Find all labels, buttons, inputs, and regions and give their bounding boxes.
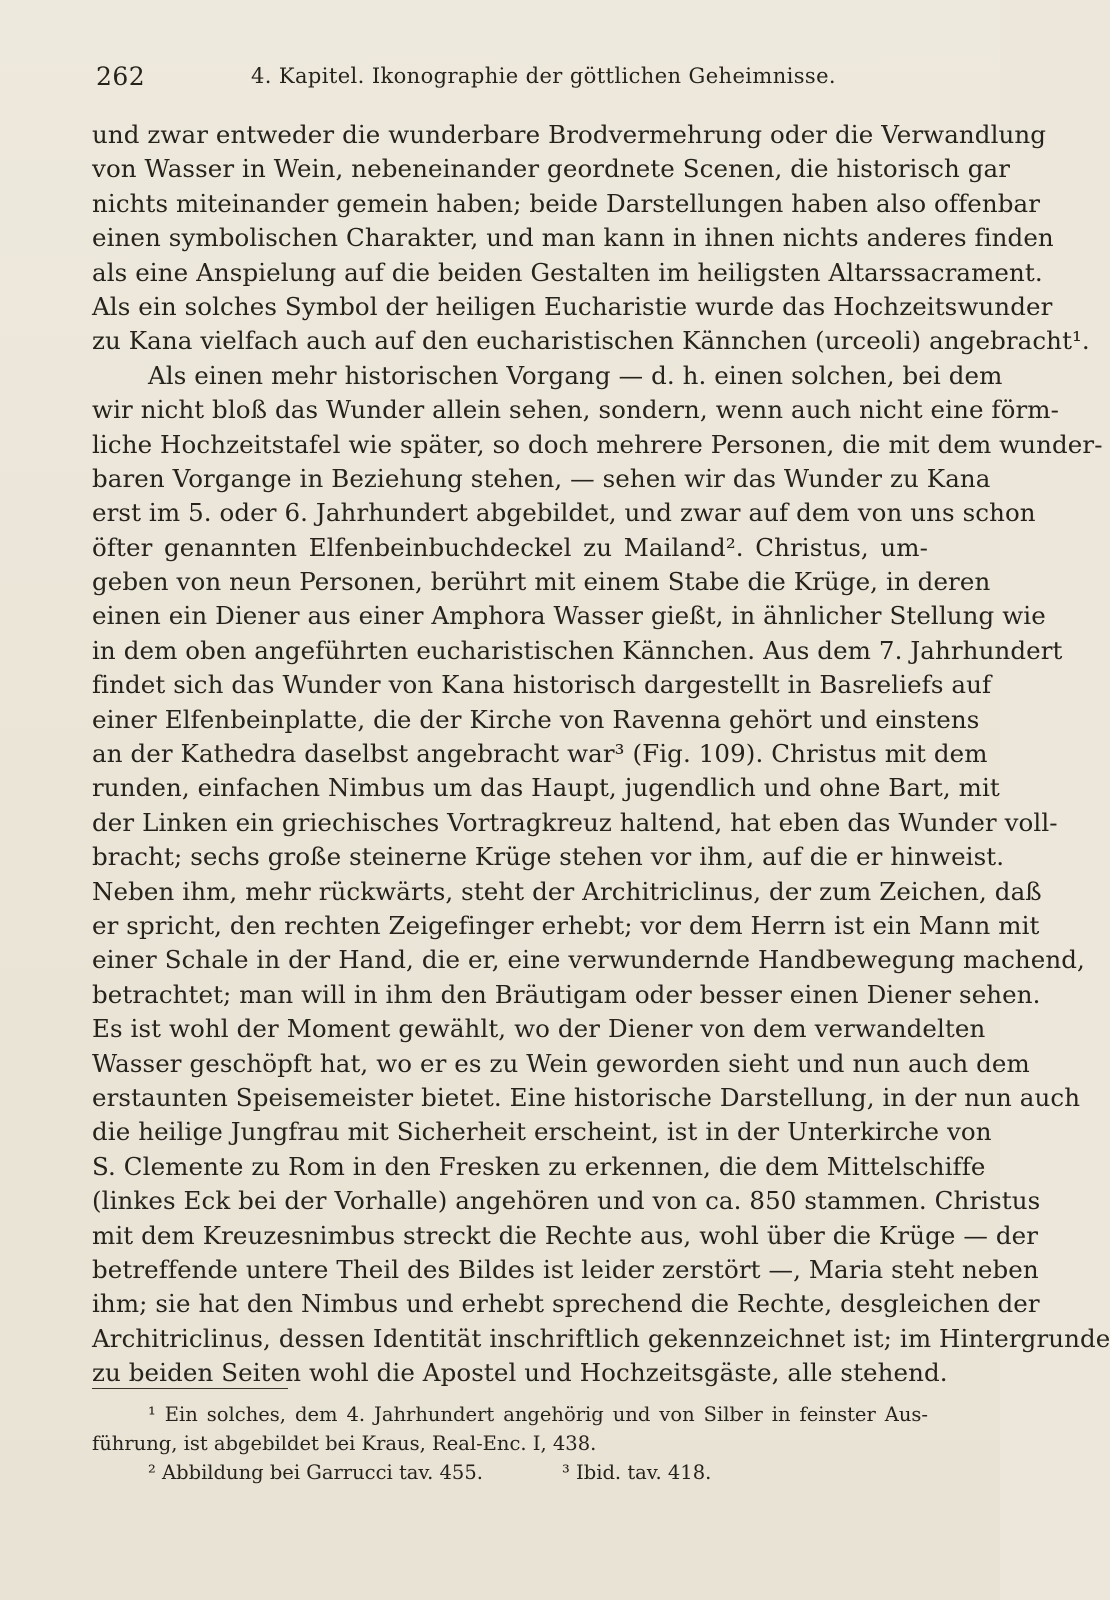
footnote-1: ¹ Ein solches, dem 4. Jahrhundert angehörig und von Silber in feinster Aus- [148, 1403, 928, 1426]
footnote-row [92, 1458, 928, 1487]
text-line: mit dem Kreuzesnimbus streckt die Rechte aus, wohl über die Krüge — der [92, 1220, 1039, 1250]
text-line: und zwar entweder die wunderbare Brodvermehrung oder die Verwandlung [92, 120, 1047, 149]
text-line: von Wasser in Wein, nebeneinander geordnete Scenen, die historisch gar [92, 154, 1011, 184]
text-line: baren Vorgange in Beziehung stehen, — sehen wir das Wunder zu Kana [92, 463, 991, 493]
text-line: einer Schale in der Hand, die er, eine verwundernde Handbewegung machend, [92, 945, 1085, 975]
text-line: nichts miteinander gemein haben; beide Darstellungen haben also offenbar [92, 188, 1041, 218]
text-line: Es ist wohl der Moment gewählt, wo der Diener von dem verwandelten [92, 1014, 986, 1044]
running-head: 4. Kapitel. Ikonographie der göttlichen Geheimnisse. [251, 64, 837, 88]
text-line: der Linken ein griechisches Vortragkreuz haltend, hat eben das Wunder voll- [92, 807, 1058, 837]
text-line: Als ein solches Symbol der heiligen Eucharistie wurde das Hochzeitswunder [92, 291, 1053, 321]
page-number: 262 [96, 62, 146, 91]
text-line: er spricht, den rechten Zeigefinger erhebt; vor dem Herrn ist ein Mann mit [92, 910, 1040, 940]
text-line: (linkes Eck bei der Vorhalle) angehören und von ca. 850 stammen. Christus [92, 1186, 1041, 1216]
text-line: die heilige Jungfrau mit Sicherheit erscheint, ist in der Unterkirche von [92, 1117, 992, 1147]
page-header [96, 62, 918, 98]
text-line: zu Kana vielfach auch auf den eucharistischen Kännchen (urceoli) angebracht¹. [92, 326, 1090, 356]
footnote-rule [92, 1388, 288, 1389]
text-line: findet sich das Wunder von Kana historisch dargestellt in Basreliefs auf [92, 670, 992, 700]
footnotes [92, 1400, 928, 1487]
text-line: bracht; sechs große steinerne Krüge stehen vor ihm, auf die er hinweist. [92, 842, 1005, 872]
footnote-3: ³ Ibid. tav. 418. [562, 1461, 712, 1484]
text-line: in dem oben angeführten eucharistischen Kännchen. Aus dem 7. Jahrhundert [92, 635, 1063, 665]
text-line: erst im 5. oder 6. Jahrhundert abgebildet, und zwar auf dem von uns schon [92, 498, 1036, 528]
text-line: öfter genannten Elfenbeinbuchdeckel zu Mailand². Christus, um- [92, 532, 928, 562]
text-line: einer Elfenbeinplatte, die der Kirche von Ravenna gehört und einstens [92, 704, 980, 734]
text-line: an der Kathedra daselbst angebracht war³ (Fig. 109). Christus mit dem [92, 739, 988, 769]
footnote-1-continued: führung, ist abgebildet bei Kraus, Real-Enc. I, 438. [92, 1432, 597, 1455]
text-line: geben von neun Personen, berührt mit einem Stabe die Krüge, in deren [92, 567, 991, 597]
text-line: wir nicht bloß das Wunder allein sehen, sondern, wenn auch nicht eine förm- [92, 395, 1059, 425]
text-line: Neben ihm, mehr rückwärts, steht der Architriclinus, der zum Zeichen, daß [92, 876, 1042, 906]
text-line: einen ein Diener aus einer Amphora Wasser gießt, in ähnlicher Stellung wie [92, 601, 1046, 631]
text-line: Wasser geschöpft hat, wo er es zu Wein geworden sieht und nun auch dem [92, 1048, 1030, 1078]
text-line: zu beiden Seiten wohl die Apostel und Hochzeitsgäste, alle stehend. [92, 1358, 948, 1388]
text-line: liche Hochzeitstafel wie später, so doch mehrere Personen, die mit dem wunder- [92, 429, 1103, 459]
text-line: erstaunten Speisemeister bietet. Eine historische Darstellung, in der nun auch [92, 1082, 1081, 1112]
footnote-2: ² Abbildung bei Garrucci tav. 455. [148, 1461, 483, 1484]
text-line: Als einen mehr historischen Vorgang — d. h. einen solchen, bei dem [148, 360, 1003, 390]
text-line: betrachtet; man will in ihm den Bräutigam oder besser einen Diener sehen. [92, 979, 1041, 1009]
text-line: Architriclinus, dessen Identität inschriftlich gekennzeichnet ist; im Hintergrunde [92, 1323, 1110, 1353]
text-line: runden, einfachen Nimbus um das Haupt, jugendlich und ohne Bart, mit [92, 773, 1000, 803]
text-line: betreffende untere Theil des Bildes ist leider zerstört —, Maria steht neben [92, 1254, 1039, 1284]
body-text [92, 118, 1110, 1390]
text-line: einen symbolischen Charakter, und man kann in ihnen nichts anderes finden [92, 223, 1054, 253]
text-line: S. Clemente zu Rom in den Fresken zu erkennen, die dem Mittelschiffe [92, 1151, 986, 1181]
text-line: ihm; sie hat den Nimbus und erhebt sprechend die Rechte, desgleichen der [92, 1289, 1040, 1319]
text-line: als eine Anspielung auf die beiden Gestalten im heiligsten Altarssacrament. [92, 257, 1043, 287]
